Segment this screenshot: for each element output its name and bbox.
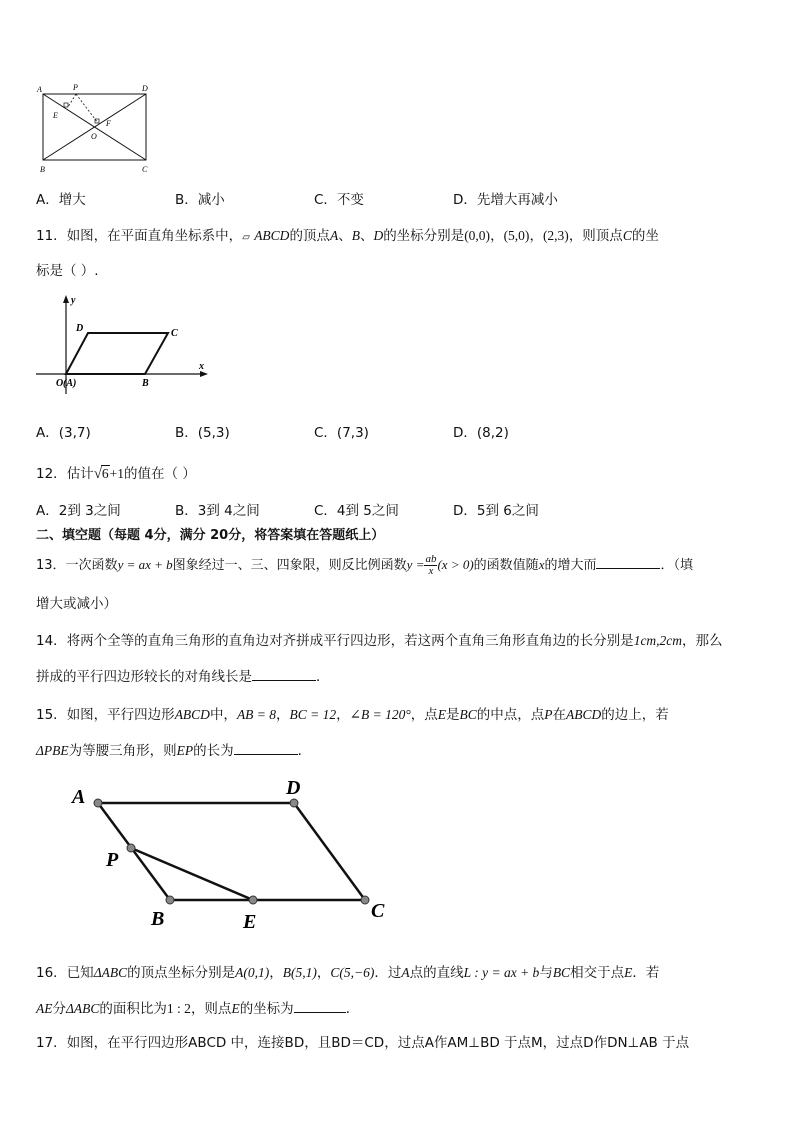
figure-coordinate-q11 [36,290,216,398]
sqrt-radicand: 6 [101,466,109,481]
label-a: A [72,786,86,808]
q15-bc: BC = 12 [289,707,337,722]
q12-option-d[interactable]: D．5到 6之间 [453,503,539,519]
q16-point-a: A(0,1) [235,965,270,980]
segment-pe [68,94,76,107]
q16-a: A [401,965,410,980]
point-d [290,799,298,807]
q16-text: 相交于点 [570,965,625,981]
q15-end: ． [297,743,312,759]
q16-e2: E [231,1001,240,1016]
q15-ab: AB = 8 [236,707,277,722]
sqrt-sign: √ [93,466,102,482]
q15-number: 15． [36,707,67,723]
label-b: B [151,908,165,930]
q16-answer-blank[interactable] [294,1000,346,1013]
q13-line2: 增大或减小） [36,596,117,612]
q12-text: 的值在（ ） [124,466,196,482]
q12-option-b[interactable]: B．3到 4之间 [175,503,260,519]
q13-number: 13． [36,558,66,573]
q15-ep: EP [176,743,194,758]
label-a-paren: (A) [63,378,77,389]
label-b: B [142,378,149,389]
q16-sep: ， [269,965,283,981]
q15-answer-blank[interactable] [234,742,298,755]
figure-parallelogram-q15 [60,772,400,937]
q13-linear-function: y = ax + b [117,557,173,572]
q16-triangle2: ΔABC [66,1001,100,1016]
q16-point-b: B(5,1) [282,965,317,980]
q12-text: 估计 [66,466,94,482]
q15-text: 是 [446,707,460,723]
label-c: C [171,328,178,339]
q13-answer-blank[interactable] [596,556,660,569]
q10-option-a[interactable]: A．增大 [36,192,86,208]
label-o: O [56,378,64,389]
q10-option-b[interactable]: B．减小 [175,192,225,208]
point-c [361,896,369,904]
q14-answer-blank[interactable] [252,668,316,681]
label-p: P [73,83,78,92]
q16-text: 点的直线 [409,965,464,981]
q16-line-eq: L : y = ax + b [463,965,540,980]
q11-line2: 标是（ ）. [36,263,99,279]
q13-text: 的增大而 [544,558,597,573]
label-o: O [91,132,97,141]
q14-line1 [36,629,723,649]
q11-coord-b: (5,0) [503,228,530,243]
q16-ae: AE [36,1001,53,1016]
q11-sep: 、 [359,228,374,244]
q11-point-c: C [622,228,632,243]
q16-e: E [624,965,633,980]
q16-ratio: 1 : 2 [166,1001,191,1016]
q15-text: 中， [209,707,237,723]
q12-plus-one: +1 [109,466,125,481]
fraction-numerator: ab [425,553,437,565]
q11-point-d: D [373,228,384,243]
figure-rectangle-q10 [36,82,156,176]
q16-text: 的面积比为 [99,1001,167,1017]
fraction-denominator: x [428,565,434,577]
q11-point-a: A [329,228,339,243]
q11-sep: ， [529,228,543,244]
q15-sep: ， [336,707,350,723]
q16-text: 已知 [66,965,94,981]
q15-sep: ， [276,707,290,723]
q11-text: 如图，在平面直角坐标系中， [66,228,243,244]
q15-e: E [437,707,446,722]
label-c: C [371,900,385,922]
q17-line1 [36,1031,689,1051]
q16-text: 与 [539,965,553,981]
q12-number: 12． [36,466,67,482]
q13-condition: (x > 0) [437,557,474,572]
q13-var-x: x [538,557,545,572]
q16-triangle: ΔABC [93,965,128,980]
point-p [127,844,135,852]
q11-text: 的坐 [631,228,659,244]
q17-text: 如图，在平行四边形ABCD 中，连接BD，且BD＝CD，过点A作AM⊥BD 于点M，过点D作DN⊥AB 于点 [66,1035,690,1051]
q15-p: P [544,707,553,722]
label-p: P [106,849,119,871]
q13-text: 图象经过一、三、四象限，则反比例函数 [172,558,407,573]
q11-option-c[interactable]: C．(7,3) [314,425,369,441]
q16-text: 的顶点坐标分别是 [127,965,236,981]
q17-number: 17． [36,1035,67,1051]
label-f: F [106,119,111,128]
q11-parallelogram-name: ABCD [254,228,290,243]
q13-text: ．（填 [660,558,693,573]
label-y: y [71,295,76,306]
parallelogram-symbol: ▱ [242,232,250,243]
q15-text: 在 [552,707,567,723]
q13-text: 一次函数 [65,558,118,573]
q15-text: 如图，平行四边形 [66,707,175,723]
q15-text: 为等腰三角形，则 [68,743,177,759]
q15-line2 [36,739,311,759]
q15-line1 [36,703,669,723]
point-b [166,896,174,904]
q16-bc: BC [552,965,571,980]
q11-text: 的顶点 [289,228,330,244]
q16-line1 [36,961,659,981]
q11-text: ，则顶点 [568,228,623,244]
q15-name2: ABCD [566,707,602,722]
q15-text: 的边上，若 [601,707,669,723]
q11-sep: ， [490,228,504,244]
q10-option-c[interactable]: C．不变 [314,192,364,208]
q14-line2 [36,665,330,685]
q15-name: ABCD [174,707,210,722]
label-d: D [286,777,301,799]
q16-end: ． [345,1001,360,1017]
q14-number: 14． [36,633,67,649]
q16-text: ．若 [632,965,660,981]
label-a: A [37,85,42,94]
point-a [94,799,102,807]
q14-end: ． [316,669,330,685]
label-d: D [142,84,148,93]
q11-number: 11． [36,228,67,244]
q15-text: 的长为 [193,743,234,759]
q16-text: ，则点 [190,1001,232,1017]
q11-point-b: B [351,228,360,243]
q11-text: 的坐标分别是 [383,228,465,244]
label-c: C [142,165,148,174]
q12-option-a[interactable]: A．2到 3之间 [36,503,121,519]
q15-angle: ∠B = 120° [349,707,411,722]
q16-text: 分 [52,1001,66,1017]
side-dc [294,803,365,900]
q13-fraction [424,554,437,577]
q14-text: ，那么 [682,633,723,649]
q16-line2 [36,997,359,1017]
q15-text: ，点 [410,707,438,723]
q13-text: 的函数值随 [473,558,539,573]
q14-text: 拼成的平行四边形较长的对角线长是 [36,669,252,685]
right-angle-e [64,103,68,107]
label-x: x [199,361,204,372]
q15-triangle: ΔPBE [36,743,69,758]
q16-point-c: C(5,−6) [330,965,375,980]
q10-option-d[interactable]: D．先增大再减小 [453,192,558,208]
q16-number: 16． [36,965,67,981]
q11-coord-a: (0,0) [464,228,491,243]
q12-option-c[interactable]: C．4到 5之间 [314,503,399,519]
q14-text: 将两个全等的直角三角形的直角边对齐拼成平行四边形，若这两个直角三角形直角边的长分别是 [66,633,634,649]
label-e: E [243,911,257,933]
label-b: B [40,165,45,174]
q15-text: 的中点，点 [476,707,545,723]
point-e [249,896,257,904]
q15-bc2: BC [459,707,477,722]
section-heading-fill-blank: 二、填空题（每题 4分，满分 20分，将答案填在答题纸上） [36,528,385,543]
q11-option-d[interactable]: D．(8,2) [453,425,509,441]
y-axis-arrow [63,295,69,303]
label-d: D [76,323,84,334]
q12-line [36,462,196,483]
q13-line1 [36,554,693,577]
q11-sep: 、 [338,228,352,244]
label-e: E [53,111,58,120]
q13-y-equals: y = [406,557,425,572]
q11-line1 [36,224,659,244]
q16-text: ．过 [374,965,402,981]
parallelogram-abcd [66,333,168,374]
q11-option-b[interactable]: B．(5,3) [175,425,230,441]
q14-lengths: 1cm,2cm [633,633,683,648]
q16-sep: ， [316,965,331,981]
q16-text: 的坐标为 [239,1001,294,1017]
q11-option-a[interactable]: A．(3,7) [36,425,91,441]
q11-coord-d: (2,3) [542,228,569,243]
